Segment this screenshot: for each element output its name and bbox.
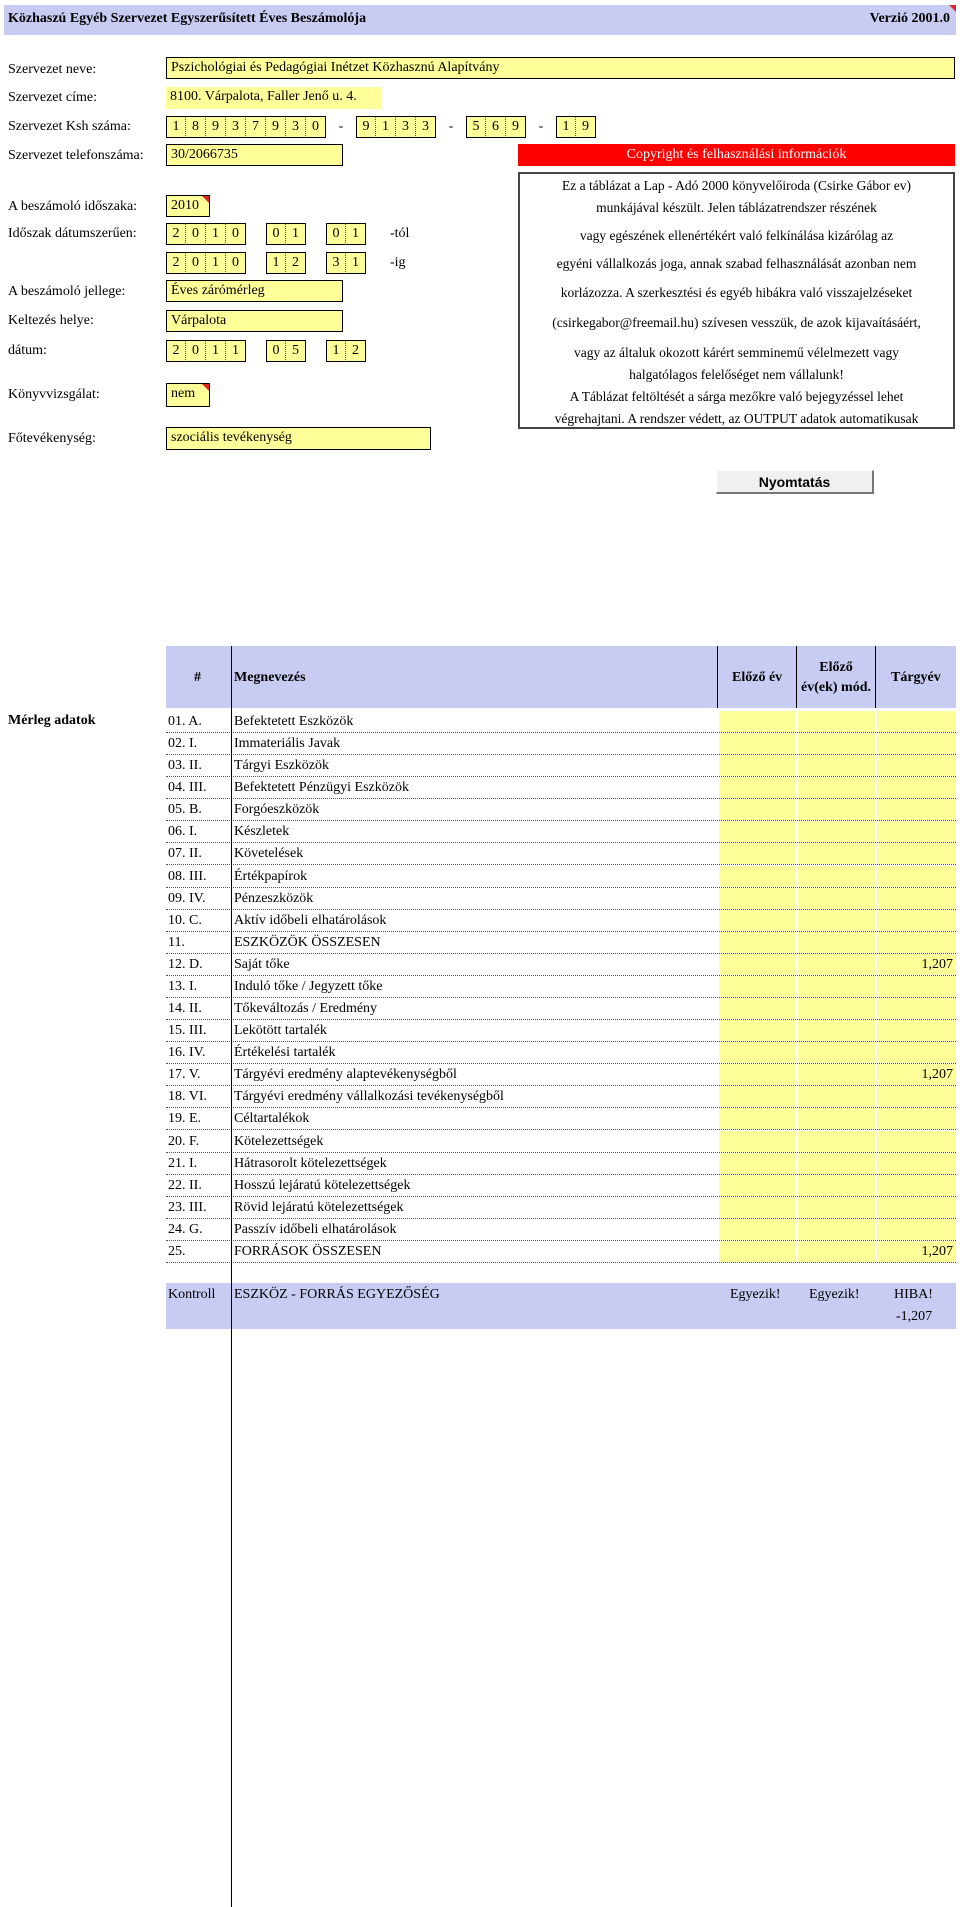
table-row bbox=[166, 954, 956, 976]
digit-cell[interactable]: 2 bbox=[286, 252, 306, 274]
prev-mod-cell[interactable] bbox=[798, 1042, 875, 1063]
row-number: 03. II. bbox=[168, 758, 202, 774]
prev-year-cell[interactable] bbox=[719, 866, 796, 887]
digit-cell[interactable]: 1 bbox=[556, 116, 576, 138]
digit-separator: - bbox=[538, 119, 544, 134]
digit-cell[interactable]: 9 bbox=[206, 116, 226, 138]
place-field[interactable]: Várpalota bbox=[166, 310, 343, 332]
row-number: 23. III. bbox=[168, 1199, 207, 1215]
current-year-cell[interactable]: 1,207 bbox=[877, 954, 956, 975]
prev-mod-cell[interactable] bbox=[798, 1131, 875, 1152]
table-row bbox=[166, 1219, 956, 1241]
row-number: 15. III. bbox=[168, 1023, 207, 1039]
row-name: Befektetett Eszközök bbox=[234, 714, 354, 729]
prev-mod-cell[interactable] bbox=[798, 954, 875, 975]
audit-label: Könyvvizsgálat: bbox=[8, 387, 100, 402]
copyright-line: végrehajtani. A rendszer védett, az OUTPUT adatok automatikusak bbox=[554, 411, 919, 426]
org-address-field[interactable]: 8100. Várpalota, Faller Jenő u. 4. bbox=[166, 87, 381, 109]
row-number: 13. I. bbox=[168, 978, 198, 994]
digit-cell[interactable]: 0 bbox=[226, 223, 246, 245]
prev-mod-cell[interactable] bbox=[798, 1241, 875, 1262]
digit-cell[interactable]: 3 bbox=[286, 116, 306, 138]
row-number: 19. E. bbox=[168, 1111, 202, 1127]
comment-marker-icon bbox=[202, 196, 209, 203]
table-row bbox=[166, 777, 956, 799]
table-row bbox=[166, 799, 956, 821]
prev-year-cell[interactable] bbox=[719, 976, 796, 997]
date-suffix: -ig bbox=[390, 255, 406, 270]
row-number: 11. bbox=[168, 934, 185, 950]
prev-year-cell[interactable] bbox=[719, 888, 796, 909]
digit-cell[interactable]: 9 bbox=[356, 116, 376, 138]
prev-mod-cell[interactable] bbox=[798, 1153, 875, 1174]
row-number: 09. IV. bbox=[168, 890, 206, 906]
print-button[interactable]: Nyomtatás bbox=[716, 470, 874, 494]
table-row bbox=[166, 1108, 956, 1130]
table-row bbox=[166, 1241, 956, 1263]
row-number: 18. VI. bbox=[168, 1089, 208, 1105]
control-curr-status: HIBA! bbox=[894, 1287, 933, 1302]
period-field[interactable] bbox=[166, 195, 210, 217]
digit-cell[interactable]: 1 bbox=[286, 223, 306, 245]
row-number: 05. B. bbox=[168, 802, 202, 818]
row-divider bbox=[166, 1262, 956, 1263]
phone-field[interactable]: 30/2066735 bbox=[166, 144, 343, 166]
prev-mod-cell[interactable] bbox=[798, 799, 875, 820]
row-number: 01. A. bbox=[168, 714, 202, 729]
prev-mod-cell[interactable] bbox=[798, 932, 875, 953]
current-year-cell[interactable] bbox=[877, 1175, 956, 1196]
digit-cell[interactable]: 1 bbox=[346, 223, 366, 245]
control-row bbox=[166, 1283, 956, 1329]
prev-mod-cell[interactable] bbox=[798, 1108, 875, 1129]
row-name: Készletek bbox=[234, 824, 290, 840]
prev-year-cell[interactable] bbox=[719, 777, 796, 798]
control-curr-value: -1,207 bbox=[896, 1309, 933, 1324]
table-row bbox=[166, 1086, 956, 1108]
digit-separator: - bbox=[338, 119, 344, 134]
digit-cell[interactable]: 1 bbox=[166, 116, 186, 138]
current-year-cell[interactable] bbox=[877, 843, 956, 864]
digit-cell[interactable]: 1 bbox=[346, 252, 366, 274]
current-year-cell[interactable] bbox=[877, 1086, 956, 1107]
table-row bbox=[166, 1197, 956, 1219]
copyright-box bbox=[518, 172, 955, 429]
digit-cell[interactable]: 0 bbox=[306, 116, 326, 138]
table-row bbox=[166, 932, 956, 954]
row-name: Saját tőke bbox=[234, 956, 290, 972]
prev-year-cell[interactable] bbox=[719, 1131, 796, 1152]
prev-mod-cell[interactable] bbox=[798, 777, 875, 798]
row-number: 20. F. bbox=[168, 1133, 200, 1149]
prev-year-cell[interactable] bbox=[719, 821, 796, 842]
row-number: 12. D. bbox=[168, 956, 203, 972]
digit-cell[interactable]: 2 bbox=[166, 223, 186, 245]
row-number: 08. III. bbox=[168, 868, 207, 884]
prev-year-cell[interactable] bbox=[719, 799, 796, 820]
current-year-cell[interactable] bbox=[877, 733, 956, 754]
prev-mod-cell[interactable] bbox=[798, 976, 875, 997]
digit-cell[interactable]: 2 bbox=[346, 340, 366, 362]
ksh-label: Szervezet Ksh száma: bbox=[8, 119, 131, 134]
prev-year-cell[interactable] bbox=[719, 1064, 796, 1085]
copyright-line: munkájával készült. Jelen táblázatrendszer részének bbox=[596, 200, 877, 215]
prev-year-cell[interactable] bbox=[719, 1020, 796, 1041]
row-number: 06. I. bbox=[168, 824, 198, 840]
row-number: 16. IV. bbox=[168, 1045, 206, 1061]
row-name: Passzív időbeli elhatárolások bbox=[234, 1221, 397, 1237]
table-row bbox=[166, 998, 956, 1020]
current-year-cell[interactable] bbox=[877, 910, 956, 931]
digit-cell[interactable]: 1 bbox=[206, 252, 226, 274]
row-number: 24. G. bbox=[168, 1221, 203, 1237]
table-row bbox=[166, 910, 956, 932]
digit-cell[interactable]: 0 bbox=[326, 223, 346, 245]
row-number: 04. III. bbox=[168, 780, 207, 796]
version-label: Verzió 2001.0 bbox=[869, 11, 950, 26]
row-name: Induló tőke / Jegyzett tőke bbox=[234, 978, 383, 994]
current-year-cell[interactable] bbox=[877, 1042, 956, 1063]
phone-label: Szervezet telefonszáma: bbox=[8, 148, 144, 163]
row-name: Értékpapírok bbox=[234, 868, 308, 884]
control-name: ESZKÖZ - FORRÁS EGYEZŐSÉG bbox=[234, 1287, 440, 1302]
row-number: 22. II. bbox=[168, 1177, 202, 1193]
digit-cell[interactable]: 0 bbox=[266, 340, 286, 362]
report-type-label: A beszámoló jellege: bbox=[8, 284, 126, 299]
table-row bbox=[166, 1153, 956, 1175]
row-name: Tőkeváltozás / Eredmény bbox=[234, 1001, 378, 1017]
digit-cell[interactable]: 3 bbox=[416, 116, 436, 138]
date-suffix: -tól bbox=[390, 226, 410, 241]
digit-cell[interactable]: 5 bbox=[286, 340, 306, 362]
copyright-header[interactable]: Copyright és felhasználási információk bbox=[518, 144, 955, 166]
table-row bbox=[166, 976, 956, 998]
copyright-line: vagy egészének ellenértékért való felkínálása kizárólag az bbox=[579, 228, 894, 243]
current-year-cell[interactable] bbox=[877, 932, 956, 953]
prev-mod-cell[interactable] bbox=[798, 755, 875, 776]
current-year-cell[interactable] bbox=[877, 1219, 956, 1240]
copyright-line: Ez a táblázat a Lap - Adó 2000 könyvelőiroda (Csirke Gábor ev) bbox=[561, 178, 911, 193]
prev-year-cell[interactable] bbox=[719, 733, 796, 754]
prev-year-cell[interactable] bbox=[719, 1153, 796, 1174]
report-type-field[interactable]: Éves zárómérleg bbox=[166, 280, 343, 302]
column-separator bbox=[796, 646, 797, 708]
prev-year-cell[interactable] bbox=[719, 1241, 796, 1262]
digit-cell[interactable]: 9 bbox=[266, 116, 286, 138]
prev-mod-cell[interactable] bbox=[798, 711, 875, 732]
row-name: Tárgyévi eredmény alaptevékenységből bbox=[234, 1067, 457, 1083]
control-mod-status: Egyezik! bbox=[809, 1287, 860, 1302]
current-year-cell[interactable] bbox=[877, 866, 956, 887]
current-year-cell[interactable] bbox=[877, 976, 956, 997]
row-number: 07. II. bbox=[168, 846, 202, 862]
prev-year-cell[interactable] bbox=[719, 932, 796, 953]
current-year-cell[interactable] bbox=[877, 711, 956, 732]
table-row bbox=[166, 755, 956, 777]
org-name-label: Szervezet neve: bbox=[8, 62, 97, 77]
digit-cell[interactable]: 1 bbox=[266, 252, 286, 274]
current-year-cell[interactable] bbox=[877, 1020, 956, 1041]
prev-year-cell[interactable] bbox=[719, 910, 796, 931]
row-name: ESZKÖZÖK ÖSSZESEN bbox=[234, 934, 381, 950]
comment-marker-icon bbox=[949, 5, 956, 12]
row-number: 10. C. bbox=[168, 912, 202, 928]
prev-mod-cell[interactable] bbox=[798, 843, 875, 864]
prev-mod-cell[interactable] bbox=[798, 1219, 875, 1240]
org-address-label: Szervezet címe: bbox=[8, 90, 98, 105]
prev-mod-cell[interactable] bbox=[798, 1064, 875, 1085]
table-row bbox=[166, 843, 956, 865]
column-separator bbox=[875, 646, 876, 708]
column-header-num: # bbox=[166, 646, 231, 708]
copyright-line: korlázozza. A szerkesztési és egyéb hibákra való visszajelzéseket bbox=[560, 285, 913, 300]
period-label: A beszámoló időszaka: bbox=[8, 199, 138, 214]
current-year-cell[interactable] bbox=[877, 755, 956, 776]
control-label: Kontroll bbox=[168, 1287, 216, 1302]
copyright-line: vagy az általuk okozott kárért semminemű vélelmezett vagy bbox=[573, 345, 899, 360]
activity-field[interactable]: szociális tevékenység bbox=[166, 427, 431, 450]
row-name: Pénzeszközök bbox=[234, 890, 314, 906]
row-name: Követelések bbox=[234, 846, 304, 862]
row-name: Immateriális Javak bbox=[234, 736, 341, 752]
prev-year-cell[interactable] bbox=[719, 998, 796, 1019]
digit-cell[interactable]: 1 bbox=[376, 116, 396, 138]
table-row bbox=[166, 1042, 956, 1064]
digit-cell[interactable]: 1 bbox=[206, 340, 226, 362]
row-name: Kötelezettségek bbox=[234, 1133, 324, 1149]
current-year-cell[interactable]: 1,207 bbox=[877, 1064, 956, 1085]
digit-cell[interactable]: 6 bbox=[486, 116, 506, 138]
table-row bbox=[166, 821, 956, 843]
copyright-line: egyéni vállalkozás joga, annak szabad felhasználását azonban nem bbox=[556, 256, 917, 271]
prev-year-cell[interactable] bbox=[719, 1175, 796, 1196]
current-year-cell[interactable] bbox=[877, 888, 956, 909]
table-row bbox=[166, 1175, 956, 1197]
digit-cell[interactable]: 1 bbox=[326, 340, 346, 362]
digit-cell[interactable]: 8 bbox=[186, 116, 206, 138]
digit-cell[interactable]: 2 bbox=[166, 340, 186, 362]
column-separator bbox=[717, 646, 718, 708]
activity-label: Főtevékenység: bbox=[8, 431, 96, 446]
digit-cell[interactable]: 7 bbox=[246, 116, 266, 138]
row-number: 14. II. bbox=[168, 1001, 202, 1017]
prev-year-cell[interactable] bbox=[719, 843, 796, 864]
place-label: Keltezés helye: bbox=[8, 313, 94, 328]
org-name-field[interactable]: Pszichológiai és Pedagógiai Inétzet Közhasznú Alapítvány bbox=[166, 57, 955, 79]
row-name: Rövid lejáratú kötelezettségek bbox=[234, 1199, 404, 1215]
table-row bbox=[166, 866, 956, 888]
table-row bbox=[166, 1131, 956, 1153]
prev-mod-cell[interactable] bbox=[798, 888, 875, 909]
row-number: 02. I. bbox=[168, 736, 198, 752]
prev-year-cell[interactable] bbox=[719, 1108, 796, 1129]
current-year-cell[interactable] bbox=[877, 777, 956, 798]
digit-cell[interactable]: 1 bbox=[226, 340, 246, 362]
row-name: Hátrasorolt kötelezettségek bbox=[234, 1155, 387, 1171]
current-year-cell[interactable] bbox=[877, 1197, 956, 1218]
copyright-line: (csirkegabor@freemail.hu) szívesen vesszük, de azok kijavaításáért, bbox=[552, 315, 921, 330]
audit-field[interactable] bbox=[166, 383, 210, 407]
prev-year-cell[interactable] bbox=[719, 1219, 796, 1240]
row-name: Befektetett Pénzügyi Eszközök bbox=[234, 780, 409, 796]
control-prev-status: Egyezik! bbox=[730, 1287, 781, 1302]
prev-year-cell[interactable] bbox=[719, 954, 796, 975]
prev-mod-cell[interactable] bbox=[798, 1197, 875, 1218]
row-number: 17. V. bbox=[168, 1067, 201, 1083]
current-year-cell[interactable] bbox=[877, 821, 956, 842]
table-row bbox=[166, 888, 956, 910]
current-year-cell[interactable]: 1,207 bbox=[877, 1241, 956, 1262]
prev-mod-cell[interactable] bbox=[798, 821, 875, 842]
copyright-line: A Táblázat feltöltését a sárga mezőkre való bejegyzéssel lehet bbox=[569, 389, 904, 404]
column-header-mod: Előző év(ek) mód. bbox=[797, 646, 875, 708]
row-number: 25. bbox=[168, 1243, 186, 1259]
current-year-cell[interactable] bbox=[877, 1153, 956, 1174]
digit-cell[interactable]: 0 bbox=[186, 252, 206, 274]
digit-cell[interactable]: 0 bbox=[186, 223, 206, 245]
prev-mod-cell[interactable] bbox=[798, 866, 875, 887]
prev-year-cell[interactable] bbox=[719, 1042, 796, 1063]
table-row bbox=[166, 711, 956, 733]
digit-cell[interactable]: 0 bbox=[266, 223, 286, 245]
table-row bbox=[166, 1020, 956, 1042]
section-label: Mérleg adatok bbox=[8, 713, 96, 728]
prev-year-cell[interactable] bbox=[719, 711, 796, 732]
row-name: Értékelési tartalék bbox=[234, 1045, 336, 1061]
digit-cell[interactable]: 0 bbox=[226, 252, 246, 274]
comment-marker-icon bbox=[202, 384, 209, 391]
digit-cell[interactable]: 3 bbox=[326, 252, 346, 274]
table-row bbox=[166, 1064, 956, 1086]
digit-cell[interactable]: 9 bbox=[576, 116, 596, 138]
digit-cell[interactable]: 9 bbox=[506, 116, 526, 138]
copyright-line: halgatólagos felelőséget nem vállalunk! bbox=[629, 367, 844, 382]
current-year-cell[interactable] bbox=[877, 998, 956, 1019]
prev-year-cell[interactable] bbox=[719, 755, 796, 776]
row-name: Forgóeszközök bbox=[234, 802, 320, 818]
digit-separator: - bbox=[448, 119, 454, 134]
period-value: 2010 bbox=[171, 198, 199, 213]
prev-mod-cell[interactable] bbox=[798, 1175, 875, 1196]
digit-cell[interactable]: 2 bbox=[166, 252, 186, 274]
prev-year-cell[interactable] bbox=[719, 1086, 796, 1107]
digit-cell[interactable]: 3 bbox=[396, 116, 416, 138]
title-bar bbox=[4, 5, 956, 35]
digit-cell[interactable]: 3 bbox=[226, 116, 246, 138]
row-name: FORRÁSOK ÖSSZESEN bbox=[234, 1243, 382, 1259]
column-header-name: Megnevezés bbox=[232, 646, 717, 708]
prev-mod-cell[interactable] bbox=[798, 910, 875, 931]
dates-label: Időszak dátumszerűen: bbox=[8, 226, 137, 241]
page-title: Közhaszú Egyéb Szervezet Egyszerűsített Éves Beszámolója bbox=[8, 11, 367, 26]
row-name: Céltartalékok bbox=[234, 1111, 310, 1127]
column-header-prev: Előző év bbox=[718, 646, 796, 708]
prev-mod-cell[interactable] bbox=[798, 733, 875, 754]
current-year-cell[interactable] bbox=[877, 1108, 956, 1129]
prev-mod-cell[interactable] bbox=[798, 998, 875, 1019]
row-name: Tárgyévi eredmény vállalkozási tevékenységből bbox=[234, 1089, 504, 1105]
row-number: 21. I. bbox=[168, 1155, 198, 1171]
column-separator bbox=[231, 1283, 232, 1329]
row-name: Lekötött tartalék bbox=[234, 1023, 327, 1039]
prev-mod-cell[interactable] bbox=[798, 1020, 875, 1041]
prev-year-cell[interactable] bbox=[719, 1197, 796, 1218]
audit-value: nem bbox=[171, 386, 196, 401]
digit-cell[interactable]: 0 bbox=[186, 340, 206, 362]
digit-cell[interactable]: 1 bbox=[206, 223, 226, 245]
column-header-curr: Tárgyév bbox=[876, 646, 956, 708]
row-name: Aktív időbeli elhatárolások bbox=[234, 912, 387, 928]
column-separator bbox=[231, 646, 232, 1907]
table-row bbox=[166, 733, 956, 755]
current-year-cell[interactable] bbox=[877, 799, 956, 820]
row-name: Hosszú lejáratú kötelezettségek bbox=[234, 1177, 411, 1193]
row-name: Tárgyi Eszközök bbox=[234, 758, 329, 774]
digit-cell[interactable]: 5 bbox=[466, 116, 486, 138]
prev-mod-cell[interactable] bbox=[798, 1086, 875, 1107]
current-year-cell[interactable] bbox=[877, 1131, 956, 1152]
date-label: dátum: bbox=[8, 343, 47, 358]
